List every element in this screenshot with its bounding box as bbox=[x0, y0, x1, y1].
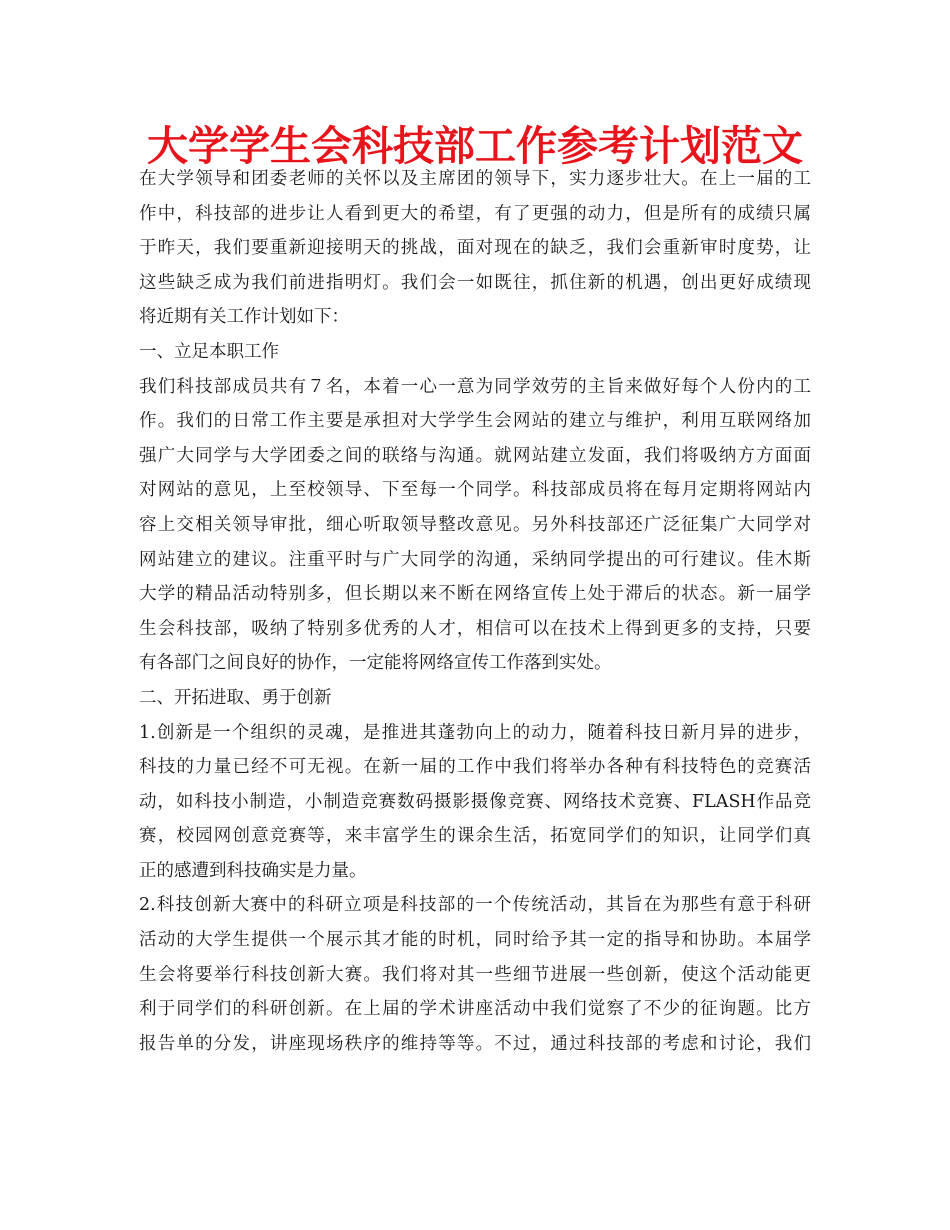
body-line: 大学的精品活动特别多，但长期以来不断在网络宣传上处于滞后的状态。新一届学 bbox=[139, 584, 811, 605]
body-line: 强广大同学与大学团委之间的联络与沟通。就网站建立发面，我们将吸纳方方面面 bbox=[139, 445, 811, 466]
body-line: 正的感遭到科技确实是力量。 bbox=[139, 860, 367, 881]
body-line: 活动的大学生提供一个展示其才能的时机，同时给予其一定的指导和协助。本届学 bbox=[139, 930, 811, 951]
body-line: 利于同学们的科研创新。在上届的学术讲座活动中我们觉察了不少的征询题。比方 bbox=[139, 999, 811, 1020]
body-line: 动，如科技小制造，小制造竞赛数码摄影摄像竞赛、网络技术竞赛、FLASH作品竞 bbox=[139, 791, 811, 812]
document-body bbox=[139, 162, 811, 1061]
body-line: 将近期有关工作计划如下： bbox=[139, 307, 349, 328]
section-heading: 二、开拓进取、勇于创新 bbox=[139, 687, 332, 708]
body-line: 于昨天，我们要重新迎接明天的挑战，面对现在的缺乏，我们会重新审时度势，让 bbox=[139, 238, 811, 259]
body-line: 有各部门之间良好的协作，一定能将网络宣传工作落到实处。 bbox=[139, 653, 612, 674]
body-line: 作中，科技部的进步让人看到更大的希望，有了更强的动力，但是所有的成绩只属 bbox=[139, 203, 811, 224]
body-line: 科技的力量已经不可无视。在新一届的工作中我们将举办各种有科技特色的竞赛活 bbox=[139, 757, 811, 778]
body-line: 作。我们的日常工作主要是承担对大学学生会网站的建立与维护，利用互联网络加 bbox=[139, 411, 811, 432]
document-title: 大学学生会科技部工作参考计划范文 bbox=[147, 122, 803, 170]
body-line: 1.创新是一个组织的灵魂，是推进其蓬勃向上的动力，随着科技日新月异的进步， bbox=[139, 722, 811, 743]
body-line: 生会将要举行科技创新大赛。我们将对其一些细节进展一些创新，使这个活动能更 bbox=[139, 964, 811, 985]
body-line: 这些缺乏成为我们前进指明灯。我们会一如既往，抓住新的机遇，创出更好成绩现 bbox=[139, 272, 811, 293]
section-heading: 一、立足本职工作 bbox=[139, 341, 279, 362]
body-line: 在大学领导和团委老师的关怀以及主席团的领导下，实力逐步壮大。在上一届的工 bbox=[139, 169, 811, 189]
body-line: 我们科技部成员共有７名，本着一心一意为同学效劳的主旨来做好每个人份内的工 bbox=[139, 376, 811, 397]
body-line: 报告单的分发，讲座现场秩序的维持等等。不过，通过科技部的考虑和讨论，我们 bbox=[139, 1033, 811, 1054]
body-line: 容上交相关领导审批，细心听取领导整改意见。另外科技部还广泛征集广大同学对 bbox=[139, 514, 811, 535]
body-line: 对网站的意见，上至校领导、下至每一个同学。科技部成员将在每月定期将网站内 bbox=[139, 480, 811, 501]
body-line: 2.科技创新大赛中的科研立项是科技部的一个传统活动，其旨在为那些有意于科研 bbox=[139, 895, 811, 916]
body-line: 生会科技部，吸纳了特别多优秀的人才，相信可以在技术上得到更多的支持，只要 bbox=[139, 618, 811, 639]
body-line: 网站建立的建议。注重平时与广大同学的沟通，采纳同学提出的可行建议。佳木斯 bbox=[139, 549, 811, 570]
body-line: 赛，校园网创意竞赛等，来丰富学生的课余生活，拓宽同学们的知识，让同学们真 bbox=[139, 826, 811, 847]
